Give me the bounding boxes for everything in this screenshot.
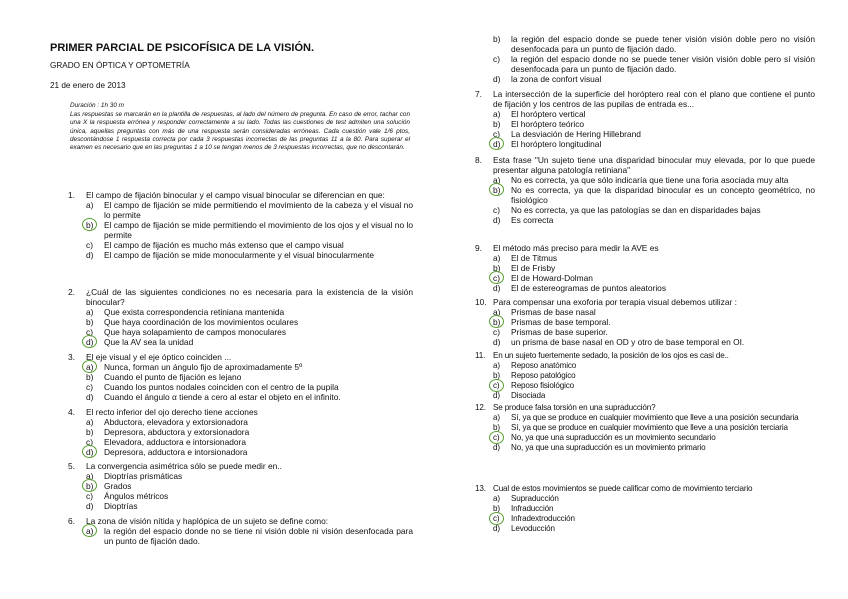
- option-letter: a): [86, 307, 94, 317]
- option-letter: c): [493, 327, 500, 337]
- option-b[interactable]: [493, 504, 815, 514]
- option-a[interactable]: [86, 471, 413, 481]
- options-list: [493, 494, 815, 534]
- options-list: [86, 200, 413, 260]
- option-text: Que haya solapamiento de campos monoculares: [104, 327, 287, 337]
- option-d[interactable]: [493, 139, 815, 149]
- question-number: 11.: [475, 351, 486, 360]
- answer-mark-circle: [82, 335, 97, 348]
- option-letter: a): [86, 471, 94, 481]
- option-letter: d): [493, 443, 500, 452]
- exam-date: 21 de enero de 2013: [50, 81, 126, 90]
- question-stem: [475, 351, 815, 361]
- answer-mark-circle: [82, 445, 97, 458]
- option-a[interactable]: [493, 175, 815, 185]
- option-c[interactable]: [493, 273, 815, 283]
- option-letter: a): [86, 526, 104, 546]
- option-b[interactable]: [493, 423, 815, 433]
- question-number: 3.: [68, 352, 75, 362]
- option-text: El de estereogramas de puntos aleatorios: [511, 283, 667, 293]
- option-letter: c): [86, 491, 93, 501]
- option-text: Cuando el punto de fijación es lejano: [104, 372, 242, 382]
- option-letter: c): [493, 433, 511, 443]
- options-list: [493, 307, 815, 347]
- option-letter: b): [493, 317, 511, 327]
- option-c[interactable]: [86, 491, 413, 501]
- option-b[interactable]: [493, 185, 815, 205]
- option-d[interactable]: [86, 501, 413, 511]
- option-text: la región del espacio donde se puede tener visión visión doble pero no visión desenfocada para un punto de fijación dado.: [511, 34, 815, 54]
- option-letter: b): [493, 263, 501, 273]
- option-letter: d): [493, 215, 501, 225]
- option-text: Grados: [104, 481, 132, 491]
- option-text: la región del espacio donde no se puede tener visión visión doble pero sí visión desenfocada para un punto de fijación dado.: [511, 54, 815, 74]
- option-a[interactable]: [86, 362, 413, 372]
- option-text: Que haya coordinación de los movimientos oculares: [104, 317, 299, 327]
- question-text: En un sujeto fuertemente sedado, la posición de los ojos es casi de..: [493, 351, 729, 360]
- question-text: El campo de fijación binocular y el campo visual binocular se diferencian en que:: [86, 190, 385, 200]
- option-text: El horóptero teórico: [511, 119, 585, 129]
- option-letter: c): [493, 129, 500, 139]
- options-list: [86, 307, 413, 347]
- option-letter: d): [493, 283, 501, 293]
- question-1: [68, 190, 413, 260]
- option-b[interactable]: [493, 119, 815, 129]
- option-text: El campo de fijación es mucho más extenso que el campo visual: [104, 240, 344, 250]
- option-letter: b): [86, 481, 104, 491]
- option-text: Dioptrías: [104, 501, 138, 511]
- option-c[interactable]: [493, 433, 815, 443]
- option-a[interactable]: [86, 526, 413, 546]
- option-letter: d): [493, 337, 501, 347]
- option-d[interactable]: [86, 392, 413, 402]
- question-stem: [475, 155, 815, 175]
- option-text: la zona de confort visual: [511, 74, 602, 84]
- option-text: El de Frisby: [511, 263, 556, 273]
- option-c[interactable]: [493, 514, 815, 524]
- question-number: 1.: [68, 190, 75, 200]
- option-text: Que exista correspondencia retiniana mantenida: [104, 307, 285, 317]
- answer-mark-circle: [82, 524, 97, 537]
- question-stem: [475, 297, 815, 307]
- option-b[interactable]: [86, 317, 413, 327]
- question-6-continued: [475, 34, 815, 84]
- question-stem: [475, 89, 815, 109]
- option-text: El horóptero vertical: [511, 109, 586, 119]
- option-text: Depresora, adductora e intorsionadora: [104, 447, 248, 457]
- option-letter: d): [493, 74, 501, 84]
- option-letter: d): [493, 391, 500, 400]
- question-11: [475, 351, 815, 401]
- option-text: Sí, ya que se produce en cualquier movimiento que lleve a una posición terciaria: [511, 423, 788, 432]
- question-text: El método más preciso para medir la AVE es: [493, 243, 659, 253]
- option-text: Disociada: [511, 391, 546, 400]
- question-number: 4.: [68, 407, 75, 417]
- options-list: [86, 526, 413, 546]
- option-text: Ángulos métricos: [104, 491, 169, 501]
- option-b[interactable]: [493, 371, 815, 381]
- option-c[interactable]: [493, 381, 815, 391]
- question-stem: [68, 461, 413, 471]
- question-stem: [68, 287, 413, 307]
- question-stem: [475, 403, 815, 413]
- question-stem: [68, 352, 413, 362]
- question-9: [475, 243, 815, 293]
- option-text: Nunca, forman un ángulo fijo de aproximadamente 5º: [104, 362, 303, 372]
- question-text: Se produce falsa torsión en una supraducción?: [493, 403, 656, 412]
- answer-mark-circle: [489, 183, 504, 196]
- option-letter: b): [493, 504, 500, 513]
- option-letter: b): [86, 427, 94, 437]
- options-list: [493, 361, 815, 401]
- options-list: [493, 109, 815, 149]
- option-letter: a): [86, 200, 94, 210]
- exam-title: PRIMER PARCIAL DE PSICOFÍSICA DE LA VISIÓN.: [50, 42, 315, 54]
- question-8: [475, 155, 815, 225]
- option-letter: b): [86, 317, 94, 327]
- option-a[interactable]: [493, 413, 815, 423]
- options-list: [493, 253, 815, 293]
- option-letter: b): [493, 119, 501, 129]
- option-letter: a): [493, 175, 501, 185]
- option-letter: a): [493, 307, 501, 317]
- question-text: La zona de visión nítida y haplópica de un sujeto se define como:: [86, 516, 329, 526]
- option-b[interactable]: [86, 220, 413, 240]
- question-text: La convergencia asimétrica sólo se puede medir en..: [86, 461, 282, 471]
- option-d[interactable]: [493, 337, 815, 347]
- option-letter: a): [493, 361, 500, 370]
- option-letter: c): [86, 327, 93, 337]
- option-d[interactable]: [493, 391, 815, 401]
- question-text: Esta frase "Un sujeto tiene una disparidad binocular muy elevada, por lo que puede presentar alguna patología retiniana": [493, 155, 815, 175]
- option-d[interactable]: [493, 74, 815, 84]
- option-c[interactable]: [493, 129, 815, 139]
- option-a[interactable]: [493, 307, 815, 317]
- question-text: La intersección de la superficie del horóptero real con el plano que contiene el punto de fijación y los centros de las pupilas de entrada es...: [493, 89, 815, 109]
- option-a[interactable]: [86, 200, 413, 220]
- options-list: [86, 362, 413, 402]
- option-text: El de Howard-Dolman: [511, 273, 593, 283]
- question-number: 10.: [475, 297, 487, 307]
- option-letter: b): [86, 220, 104, 240]
- question-stem: [68, 516, 413, 526]
- option-text: Infradextroducción: [511, 514, 575, 523]
- option-text: Prismas de base nasal: [511, 307, 596, 317]
- option-a[interactable]: [86, 417, 413, 427]
- option-d[interactable]: [493, 443, 815, 453]
- question-number: 6.: [68, 516, 75, 526]
- option-text: Reposo anatómico: [511, 361, 577, 370]
- option-letter: d): [86, 337, 104, 347]
- option-letter: c): [493, 514, 511, 524]
- option-b[interactable]: [86, 427, 413, 437]
- option-text: El de Titmus: [511, 253, 558, 263]
- option-text: Infraducción: [511, 504, 554, 513]
- question-6: [68, 516, 413, 546]
- option-text: la región del espacio donde no se tiene ni visión doble ni visión desenfocada para un punto de fijación dado.: [104, 526, 413, 546]
- option-text: Abductora, elevadora y extorsionadora: [104, 417, 248, 427]
- option-letter: a): [86, 362, 104, 372]
- option-letter: a): [493, 253, 501, 263]
- instructions-text: Las respuestas se marcarán en la plantilla de respuestas, al lado del número de pregunta. En caso de error, tachar con una X la respuesta errónea y responder correctamente a su lado. Todas las cuestiones de test admiten una solución única, aquellas preguntas con más de una respuesta serán consideradas erróneas. Cada cuestión vale 1/6 ptos, descontándose 1 respuesta correcta por cada 3 respuestas incorrectas de las preguntas 11 a la 80. Para superar el examen es necesario que en las preguntas 1 a 10 se tengan menos de 3 respuestas incorrectas, que no descontarán.: [70, 111, 410, 152]
- question-number: 7.: [475, 89, 482, 99]
- option-letter: b): [493, 185, 511, 205]
- option-text: Prismas de base superior.: [511, 327, 608, 337]
- option-text: Supraducción: [511, 494, 559, 503]
- question-number: 13.: [475, 484, 486, 493]
- option-letter: a): [493, 109, 501, 119]
- option-d[interactable]: [86, 337, 413, 347]
- question-text: El recto inferior del ojo derecho tiene acciones: [86, 407, 258, 417]
- option-d[interactable]: [493, 215, 815, 225]
- option-c[interactable]: [86, 327, 413, 337]
- option-text: No, ya que una supraducción es un movimiento primario: [511, 443, 706, 452]
- option-text: Prismas de base temporal.: [511, 317, 611, 327]
- option-a[interactable]: [493, 253, 815, 263]
- option-letter: c): [493, 205, 500, 215]
- option-c[interactable]: [86, 240, 413, 250]
- option-b[interactable]: [86, 372, 413, 382]
- option-text: Cuando los puntos nodales coinciden con el centro de la pupila: [104, 382, 339, 392]
- option-letter: b): [493, 34, 501, 44]
- option-text: El campo de fijación se mide permitiendo el movimiento de la cabeza y el visual no lo permite: [104, 200, 413, 220]
- option-text: No es correcta, ya que la disparidad binocular es un concepto geométrico, no fisiológico: [511, 185, 815, 205]
- option-letter: d): [493, 139, 511, 149]
- option-letter: c): [493, 54, 500, 64]
- option-letter: c): [86, 437, 93, 447]
- question-number: 2.: [68, 287, 75, 297]
- option-text: Elevadora, adductora e intorsionadora: [104, 437, 247, 447]
- question-stem: [475, 243, 815, 253]
- option-a[interactable]: [493, 361, 815, 371]
- option-text: Es correcta: [511, 215, 554, 225]
- option-c[interactable]: [493, 205, 815, 215]
- option-letter: a): [86, 417, 94, 427]
- question-3: [68, 352, 413, 402]
- question-number: 5.: [68, 461, 75, 471]
- option-text: No, ya que una supraducción es un movimiento secundario: [511, 433, 716, 442]
- options-list: [86, 471, 413, 511]
- question-stem: [475, 484, 815, 494]
- question-12: [475, 403, 815, 453]
- option-letter: d): [493, 524, 500, 533]
- option-letter: c): [86, 382, 93, 392]
- question-number: 12.: [475, 403, 486, 412]
- option-letter: b): [86, 372, 94, 382]
- option-b[interactable]: [493, 263, 815, 273]
- options-list: [493, 34, 815, 84]
- option-text: un prisma de base nasal en OD y otro de base temporal en OI.: [511, 337, 745, 347]
- option-letter: d): [86, 392, 94, 402]
- question-2: [68, 287, 413, 347]
- question-text: Para compensar una exoforia por terapia visual debemos utilizar :: [493, 297, 737, 307]
- option-d[interactable]: [86, 250, 413, 260]
- question-number: 8.: [475, 155, 482, 165]
- option-letter: d): [86, 250, 94, 260]
- option-text: El campo de fijación se mide monocularmente y el visual binocularmente: [104, 250, 374, 260]
- option-letter: a): [493, 494, 500, 503]
- option-text: Que la AV sea la unidad: [104, 337, 194, 347]
- question-stem: [68, 407, 413, 417]
- exam-subtitle: GRADO EN ÓPTICA Y OPTOMETRÍA: [50, 61, 190, 70]
- option-letter: c): [86, 240, 93, 250]
- option-a[interactable]: [493, 494, 815, 504]
- option-text: La desviación de Hering Hillebrand: [511, 129, 641, 139]
- option-letter: c): [493, 273, 511, 283]
- question-text: Cual de estos movimientos se puede calificar como de movimiento terciario: [493, 484, 753, 493]
- option-c[interactable]: [86, 437, 413, 447]
- option-letter: d): [86, 447, 104, 457]
- option-text: Sí, ya que se produce en cualquier movimiento que lleve a una posición secundaria: [511, 413, 799, 422]
- option-d[interactable]: [493, 524, 815, 534]
- option-text: Depresora, abductora y extorsionadora: [104, 427, 250, 437]
- question-7: [475, 89, 815, 149]
- option-d[interactable]: [493, 283, 815, 293]
- option-text: Dioptrías prismáticas: [104, 471, 183, 481]
- option-text: No es correcta, ya que las patologías se dan en disparidades bajas: [511, 205, 761, 215]
- option-text: Cuando el ángulo α tiende a cero al estar el objeto en el infinito.: [104, 392, 341, 402]
- option-a[interactable]: [86, 307, 413, 317]
- answer-mark-circle: [489, 137, 504, 150]
- answer-mark-circle: [82, 218, 97, 231]
- question-text: ¿Cuál de las siguientes condiciones no es necesaria para la existencia de la visión binocular?: [86, 287, 413, 307]
- option-text: Levoducción: [511, 524, 555, 533]
- question-4: [68, 407, 413, 457]
- option-a[interactable]: [493, 109, 815, 119]
- instructions: [70, 102, 410, 152]
- question-5: [68, 461, 413, 511]
- question-13: [475, 484, 815, 534]
- option-d[interactable]: [86, 447, 413, 457]
- option-c[interactable]: [493, 54, 815, 74]
- option-letter: b): [493, 423, 500, 432]
- option-text: No es correcta, ya que sólo indicaría que tiene una foria asociada muy alta: [511, 175, 789, 185]
- question-10: [475, 297, 815, 347]
- option-b[interactable]: [86, 481, 413, 491]
- option-b[interactable]: [493, 317, 815, 327]
- options-list: [86, 417, 413, 457]
- option-c[interactable]: [493, 327, 815, 337]
- option-text: El campo de fijación se mide permitiendo el movimiento de los ojos y el visual no lo permite: [104, 220, 413, 240]
- option-text: Reposo fisiológico: [511, 381, 574, 390]
- option-text: Reposo patológico: [511, 371, 576, 380]
- options-list: [493, 175, 815, 225]
- option-letter: a): [493, 413, 500, 422]
- options-list: [493, 413, 815, 453]
- option-text: El horóptero longitudinal: [511, 139, 602, 149]
- duration: Duración : 1h 30 m: [70, 102, 124, 109]
- question-text: El eje visual y el eje óptico coinciden ...: [86, 352, 232, 362]
- option-letter: d): [86, 501, 94, 511]
- option-c[interactable]: [86, 382, 413, 392]
- question-number: 9.: [475, 243, 482, 253]
- option-letter: b): [493, 371, 500, 380]
- option-letter: c): [493, 381, 511, 391]
- question-stem: [68, 190, 413, 200]
- option-b[interactable]: [493, 34, 815, 54]
